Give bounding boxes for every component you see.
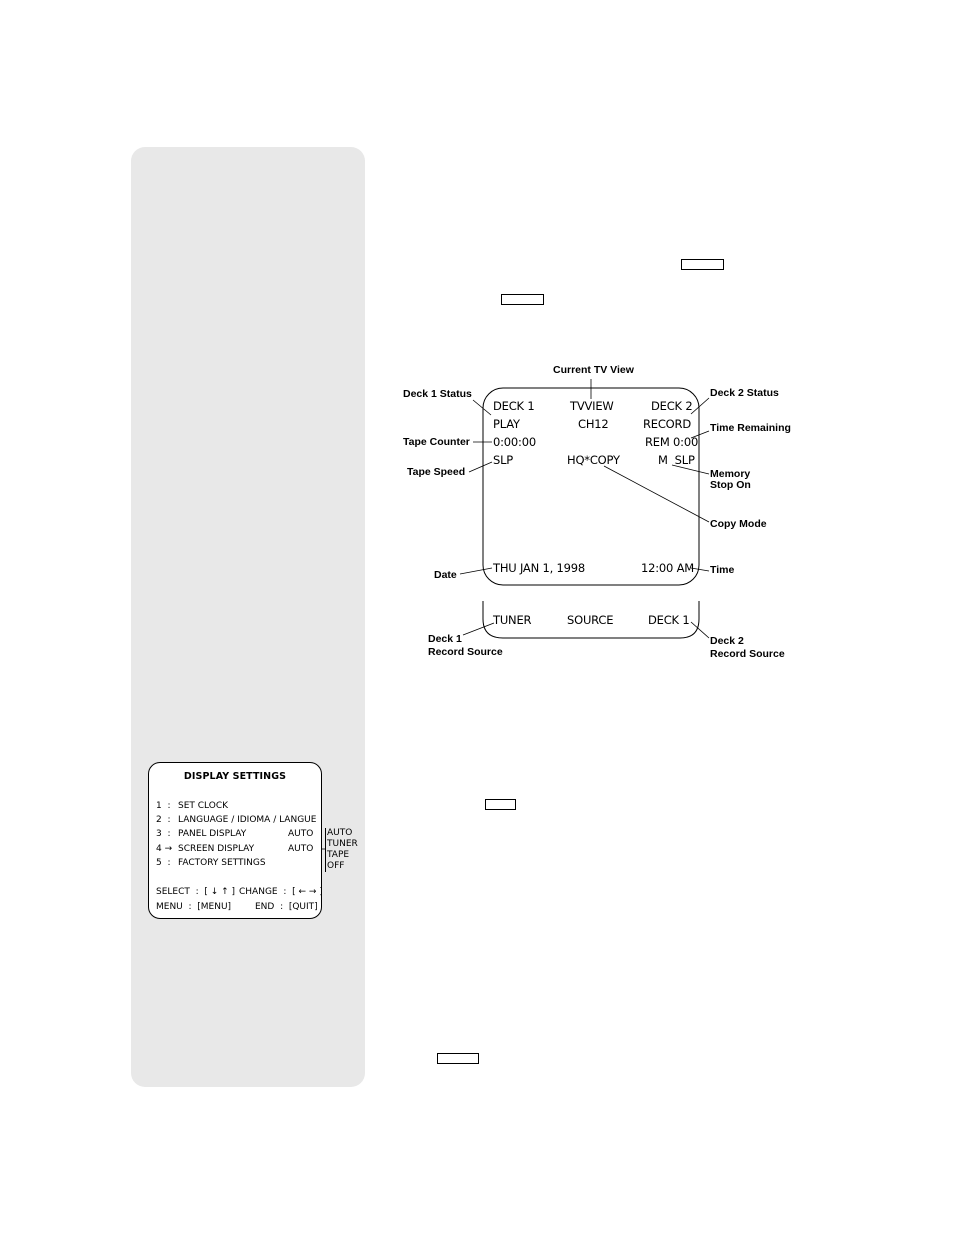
screen-deck1: DECK 1: [493, 399, 535, 413]
callout-tape-speed: Tape Speed: [407, 466, 466, 478]
callout-time: Time: [710, 564, 735, 576]
callout-deck1-status: Deck 1 Status: [403, 388, 472, 400]
screen-counter: 0:00:00: [493, 435, 536, 449]
option-tape[interactable]: TAPE: [327, 850, 350, 860]
option-tuner[interactable]: TUNER: [327, 839, 358, 849]
callout-date: Date: [434, 569, 457, 581]
source-tuner: TUNER: [493, 613, 532, 627]
menu-footer-select: SELECT : [ ↓ ↑ ]: [156, 887, 236, 897]
screen-record: RECORD: [643, 417, 691, 431]
screen-tvview: TVVIEW: [570, 399, 614, 413]
callout-deck2-status: Deck 2 Status: [710, 387, 779, 399]
screen-copy: HQ*COPY: [567, 453, 620, 467]
source-label: SOURCE: [567, 613, 614, 627]
menu-item-factory-settings[interactable]: FACTORY SETTINGS: [178, 858, 266, 868]
option-auto[interactable]: AUTO: [327, 828, 353, 838]
menu-title: DISPLAY SETTINGS: [183, 771, 287, 782]
screen-time: 12:00 AM: [641, 561, 694, 575]
menu-footer-menu: MENU : [MENU]: [156, 902, 232, 912]
menu-footer-change: CHANGE : [ ← → ]: [239, 887, 323, 897]
callout-copy-mode: Copy Mode: [710, 518, 767, 530]
menu-footer-end: END : [QUIT]: [255, 902, 318, 912]
screen-remaining: REM 0:00: [645, 435, 699, 449]
screen-speed-right: M SLP: [658, 453, 695, 467]
callout-current-tv-view: Current TV View: [553, 364, 634, 376]
screen-display-value: AUTO: [288, 844, 314, 854]
menu-item-number: 2 :: [156, 815, 171, 825]
screen-deck2: DECK 2: [651, 399, 693, 413]
screen-display-options-list: [325, 828, 358, 872]
menu-item-screen-display[interactable]: SCREEN DISPLAY: [178, 844, 255, 854]
panel-display-value: AUTO: [288, 829, 314, 839]
source-deck1: DECK 1: [648, 613, 690, 627]
callout-memory-stop-on-line2: Stop On: [710, 479, 751, 491]
option-off[interactable]: OFF: [327, 861, 345, 871]
screen-date: THU JAN 1, 1998: [493, 561, 585, 575]
screen-channel: CH12: [578, 417, 609, 431]
menu-item-number: 4 →: [156, 844, 173, 854]
callout-deck1-record-source-line2: Record Source: [428, 646, 503, 658]
menu-item-number: 5 :: [156, 858, 171, 868]
menu-item-set-clock[interactable]: SET CLOCK: [178, 801, 229, 811]
callout-deck2-record-source-line1: Deck 2: [710, 635, 744, 647]
screen-speed-left: SLP: [493, 453, 514, 467]
menu-item-language[interactable]: LANGUAGE / IDIOMA / LANGUE: [178, 815, 317, 825]
menu-item-number: 1 :: [156, 801, 171, 811]
display-settings-menu: [148, 762, 322, 919]
callout-tape-counter: Tape Counter: [403, 436, 470, 448]
callout-deck1-record-source-line1: Deck 1: [428, 633, 462, 645]
menu-item-panel-display[interactable]: PANEL DISPLAY: [178, 829, 247, 839]
screen-play: PLAY: [493, 417, 520, 431]
callout-deck2-record-source-line2: Record Source: [710, 648, 785, 660]
menu-item-number: 3 :: [156, 829, 171, 839]
callout-time-remaining: Time Remaining: [710, 422, 791, 434]
callout-memory-stop-on-line1: Memory: [710, 468, 751, 480]
